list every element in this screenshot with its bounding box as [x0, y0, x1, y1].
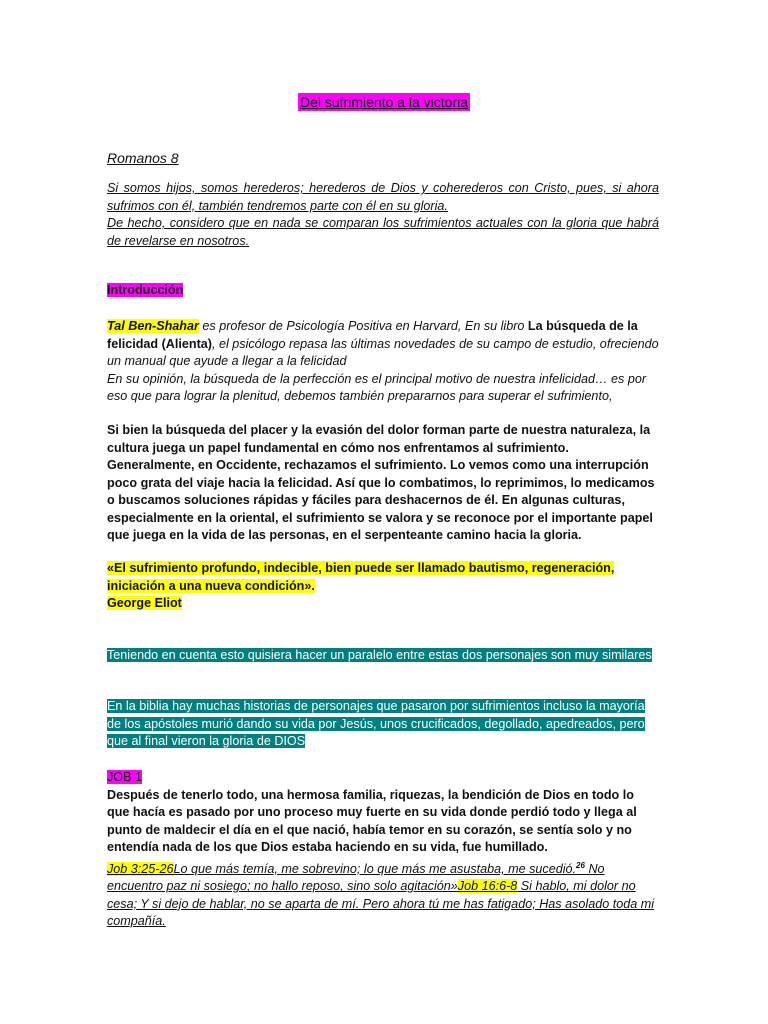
job-verses [107, 862, 654, 929]
page-title: Del sufrimiento a la victoria [299, 94, 469, 110]
job-ref-1: Job 3:25-26 [107, 861, 174, 876]
quote-author: George Eliot [107, 596, 182, 610]
job-label: JOB 1 [107, 770, 142, 784]
book-title: La búsqueda de la felicidad (Alienta) [107, 319, 638, 351]
job-verse-3: Si hablo, mi dolor no cesa; Y si dejo de hablar, no se aparta de mí. Pero ahora tú me has fatigado; Has asolado toda mi compañía. [107, 879, 655, 929]
intro-label: Introducción [107, 283, 184, 297]
parallel-paragraph [107, 647, 659, 665]
tal-text-1: es profesor de Psicología Positiva en Harvard, En su libro [198, 319, 528, 333]
job-verse-1: Lo que más temía, me sobrevino; lo que más me asustaba, me sucedió. [173, 861, 577, 876]
scripture-verses [107, 180, 659, 250]
job-body: Después de tenerlo todo, una hermosa familia, riquezas, la bendición de Dios en todo lo que hacía es pasado por uno proceso muy fuerte en su vida donde perdió todo y llega al punto de maldecir el día en el que nació, había temor en su corazón, se sentía solo y no entendía nada de los que Dios estaba haciendo en su vida, fue humillado. [107, 787, 637, 854]
parallel-text: Teniendo en cuenta esto quisiera hacer un paralelo entre estas dos personajes son muy similares [107, 648, 652, 662]
quote-text: «El sufrimiento profundo, indecible, bien puede ser llamado bautismo, regeneración, iniciación a una nueva condición». [107, 561, 615, 593]
tal-paragraph [107, 318, 659, 406]
tal-text-2: , el psicólogo repasa las últimas novedades de su campo de estudio, ofreciendo un manual que ayude a llegar a la felicidad [107, 336, 659, 368]
verse-line: De hecho, considero que en nada se comparan los sufrimientos actuales con la gloria que habrá de revelarse en nosotros. [107, 216, 659, 248]
job-section [107, 769, 659, 931]
title-block [0, 94, 768, 112]
job-verse-2: No encuentro paz ni sosiego; no hallo reposo, sino solo agitación» [107, 861, 605, 894]
bible-text: En la biblia hay muchas historias de personajes que pasaron por sufrimientos incluso la mayoría de los apóstoles murió dando su vida por Jesús, unos crucificados, degollado, apedreados, pero que al final vieron la gloria de DIOS [107, 699, 645, 748]
tal-text-3: En su opinión, la búsqueda de la perfección es el principal motivo de nuestra infelicidad… es por eso que para lograr la plenitud, debemos también prepararnos para superar el sufrimiento, [107, 371, 647, 403]
verse-number: 26 [576, 860, 585, 870]
verse-line: Si somos hijos, somos herederos; herederos de Dios y coherederos con Cristo, pues, si ahora sufrimos con él, también tendremos parte con él en su gloria. [107, 181, 659, 213]
scripture-reference: Romanos 8 [107, 150, 179, 166]
culture-paragraph: Si bien la búsqueda del placer y la evasión del dolor forman parte de nuestra naturaleza, la cultura juega un papel fundamental en cómo nos enfrentamos al sufrimiento. Generalmente, en Occidente, rechazamos el sufrimiento. Lo vemos como una interrupción poco grata del viaje hacia la felicidad. Así que lo combatimos, lo reprimimos, lo medicamos o buscamos soluciones rápidas y fáciles para deshacernos de él. En algunas culturas, especialmente en la oriental, el sufrimiento se valora y se reconoce por el importante papel que juega en la vida de las personas, en el serpenteante camino hacia la gloria. [107, 423, 655, 542]
intro-heading [107, 282, 659, 300]
bible-paragraph [107, 698, 659, 751]
quote-block [107, 560, 659, 613]
author-name: Tal Ben-Shahar [107, 319, 199, 333]
job-ref-2: Job 16:6-8 [457, 879, 518, 894]
